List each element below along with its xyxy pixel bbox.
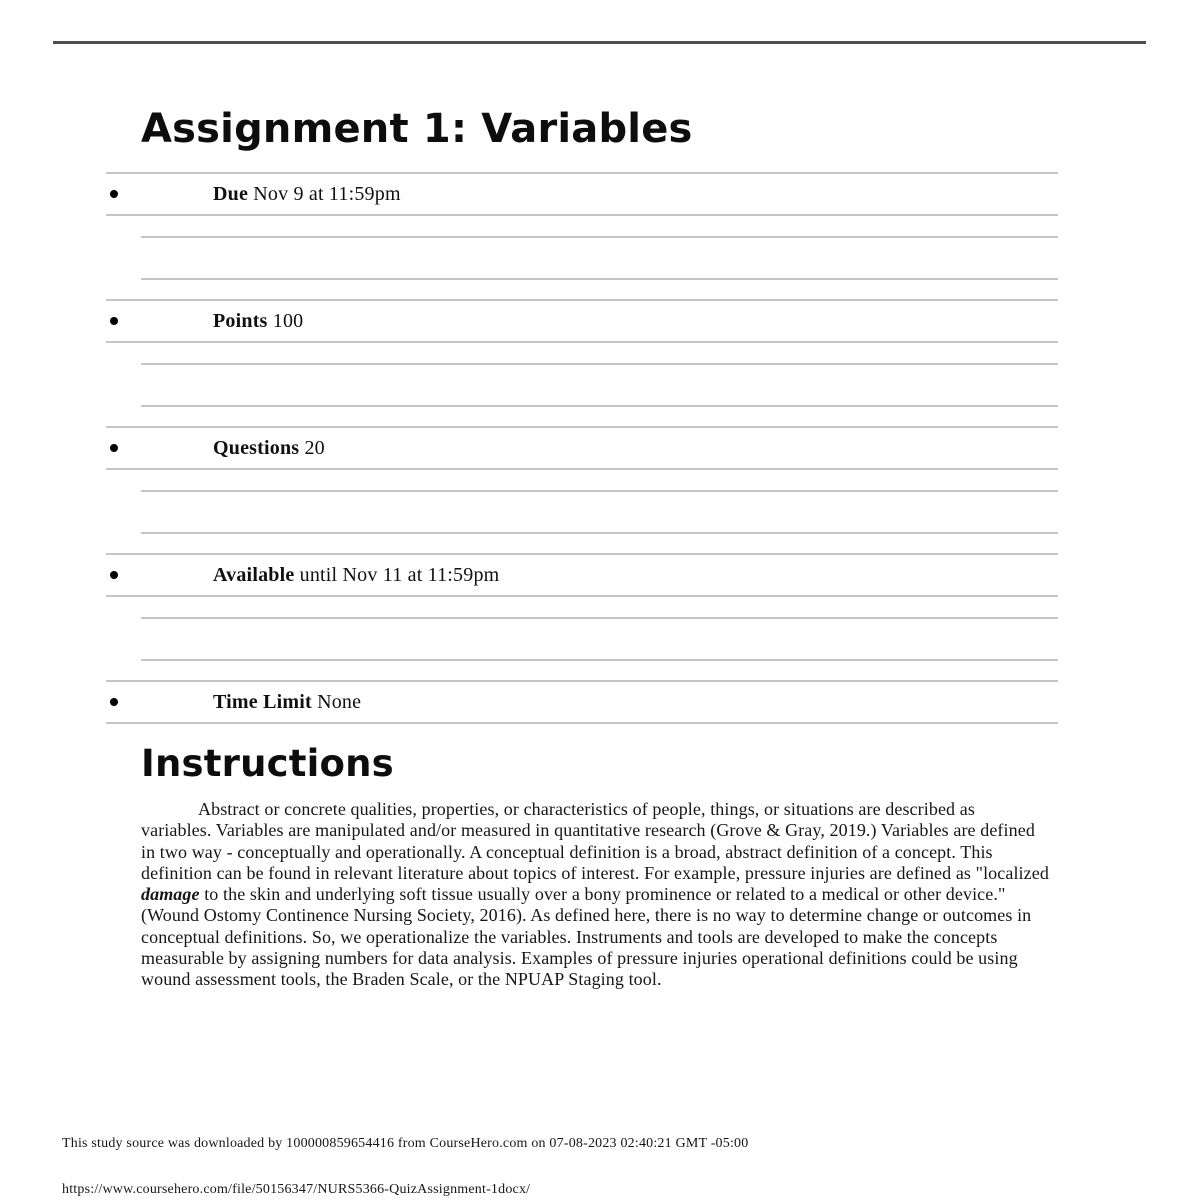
detail-row-available [106, 555, 1058, 595]
detail-text [213, 183, 401, 206]
assignment-details-list [106, 172, 1058, 724]
detail-row-time-limit [106, 682, 1058, 722]
instructions-text-after: to the skin and underlying soft tissue usually over a bony prominence or related to a medical or other device." (Wound Ostomy Continence Nursing Society, 2016). As defined here, there is no way to determine change or outcomes in conceptual definitions. So, we operationalize the variables. Instruments and tools are developed to make the concepts measurable by assigning numbers for data analysis. Examples of pressure injuries operational definitions could be using wound assessment tools, the Braden Scale, or the NPUAP Staging tool. [141, 884, 1032, 990]
instructions-text-before: Abstract or concrete qualities, properties, or characteristics of people, things, or situations are described as variables. Variables are manipulated and/or measured in quantitative research (Grove & Gray, 2019.) Variables are defined in two way - conceptually and operationally. A conceptual definition is a broad, abstract definition of a concept. This definition can be found in relevant literature about topics of interest. For example, pressure injuries are defined as "localized [141, 799, 1049, 883]
detail-value-due: Nov 9 at 11:59pm [253, 182, 401, 205]
detail-label-questions: Questions [213, 436, 300, 459]
bullet-icon [110, 571, 118, 579]
detail-value-time-limit: None [317, 690, 362, 713]
detail-text [213, 437, 325, 460]
bullet-icon [110, 317, 118, 325]
detail-text [213, 691, 361, 714]
detail-label-due: Due [213, 182, 249, 205]
download-notice: This study source was downloaded by 100000859654416 from CourseHero.com on 07-08-2023 02:40:21 GMT -05:00 [62, 1136, 749, 1151]
detail-value-questions: 20 [304, 436, 325, 459]
detail-value-available: until Nov 11 at 11:59pm [299, 563, 500, 586]
detail-text [213, 310, 303, 333]
detail-label-available: Available [213, 563, 295, 586]
instructions-paragraph [141, 799, 1049, 991]
detail-label-points: Points [213, 309, 268, 332]
bullet-icon [110, 698, 118, 706]
bullet-icon [110, 190, 118, 198]
emphasized-word-damage: damage [141, 884, 200, 905]
detail-text [213, 564, 499, 587]
assignment-title: Assignment 1: Variables [141, 106, 693, 152]
divider-line [106, 722, 1058, 724]
detail-row-questions [106, 428, 1058, 468]
coursehero-file-link[interactable]: https://www.coursehero.com/file/50156347/NURS5366-QuizAssignment-1docx/ [62, 1182, 531, 1197]
bullet-icon [110, 444, 118, 452]
detail-row-points [106, 301, 1058, 341]
detail-value-points: 100 [272, 309, 304, 332]
instructions-heading: Instructions [141, 742, 394, 785]
detail-label-time-limit: Time Limit [213, 690, 312, 713]
page-top-rule [53, 41, 1146, 44]
detail-row-due [106, 174, 1058, 214]
